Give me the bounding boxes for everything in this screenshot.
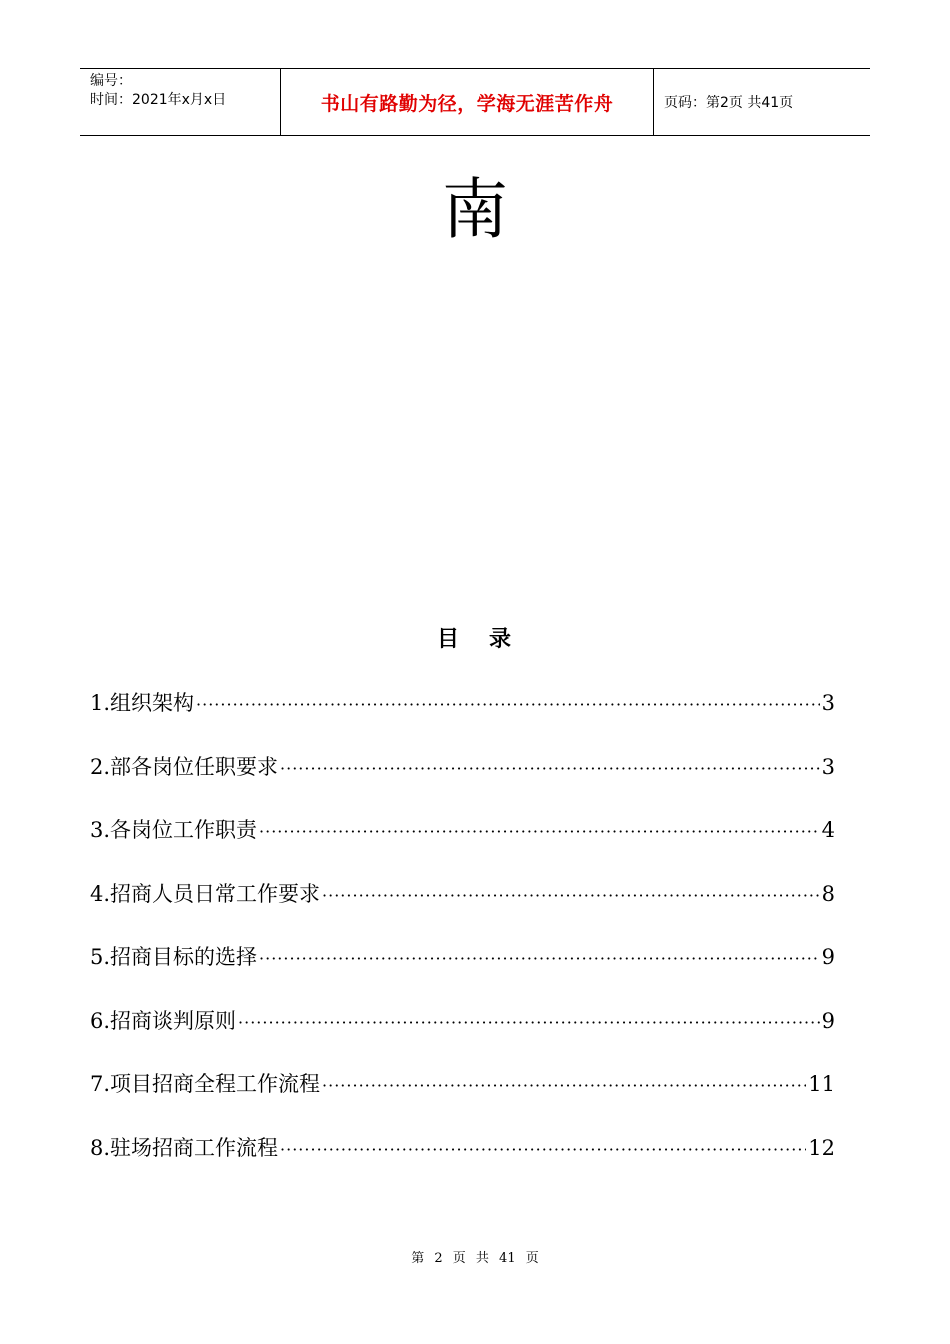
toc-entry-label: 8.驻场招商工作流程 bbox=[90, 1135, 279, 1160]
toc-entry[interactable] bbox=[90, 1131, 835, 1195]
toc-entry[interactable] bbox=[90, 877, 835, 941]
number-label: 编号： bbox=[90, 73, 132, 89]
toc-entry[interactable] bbox=[90, 940, 835, 1004]
toc-entry-page: 9 bbox=[821, 945, 835, 969]
toc-entry[interactable] bbox=[90, 1067, 835, 1131]
toc-entry-label: 5.招商目标的选择 bbox=[90, 945, 258, 969]
toc-entry-page: 12 bbox=[808, 1135, 835, 1160]
header-motto-cell bbox=[281, 69, 654, 135]
toc-leader-dots bbox=[280, 752, 820, 786]
toc-leader-dots bbox=[238, 1006, 820, 1040]
toc-entry-page: 4 bbox=[821, 818, 835, 842]
toc-entry-page: 3 bbox=[821, 691, 835, 715]
toc-entry-label: 7.项目招商全程工作流程 bbox=[90, 1072, 321, 1096]
toc-entry[interactable] bbox=[90, 813, 835, 877]
header-page-info: 页码：第2页 共41页 bbox=[664, 95, 794, 111]
time-label: 时间：2021年x月x日 bbox=[90, 92, 227, 108]
toc-entry-page: 8 bbox=[821, 881, 835, 906]
toc-entry-label: 1.组织架构 bbox=[90, 691, 195, 715]
toc-entry[interactable] bbox=[90, 1004, 835, 1068]
toc-entry[interactable] bbox=[90, 750, 835, 814]
toc-leader-dots bbox=[322, 1069, 806, 1103]
toc-title-b: 录 bbox=[489, 627, 514, 652]
toc-entry-page: 11 bbox=[808, 1072, 835, 1096]
header-motto: 书山有路勤为径，学海无涯苦作舟 bbox=[320, 92, 614, 115]
toc-entry-label: 4.招商人员日常工作要求 bbox=[90, 881, 321, 906]
toc-leader-dots bbox=[259, 815, 820, 849]
toc-entry-page: 3 bbox=[821, 754, 835, 779]
toc-entry-label: 6.招商谈判原则 bbox=[90, 1008, 237, 1033]
toc-entry[interactable] bbox=[90, 686, 835, 750]
toc-title bbox=[0, 622, 950, 653]
toc-entry-label: 3.各岗位工作职责 bbox=[90, 818, 258, 842]
page-footer: 第 2 页 共 41 页 bbox=[411, 1251, 539, 1266]
toc-entry-label: 2.部各岗位任职要求 bbox=[90, 754, 279, 779]
toc-entry-page: 9 bbox=[821, 1008, 835, 1033]
toc-title-a: 目 bbox=[436, 627, 461, 652]
toc-leader-dots bbox=[322, 879, 820, 913]
header-meta bbox=[80, 69, 281, 135]
toc-leader-dots bbox=[196, 688, 820, 722]
toc-leader-dots bbox=[280, 1133, 806, 1167]
header-page-info-cell bbox=[654, 69, 870, 135]
page-header bbox=[80, 68, 870, 136]
title-character: 南 bbox=[442, 171, 508, 248]
table-of-contents bbox=[90, 686, 835, 1194]
toc-leader-dots bbox=[259, 942, 820, 976]
